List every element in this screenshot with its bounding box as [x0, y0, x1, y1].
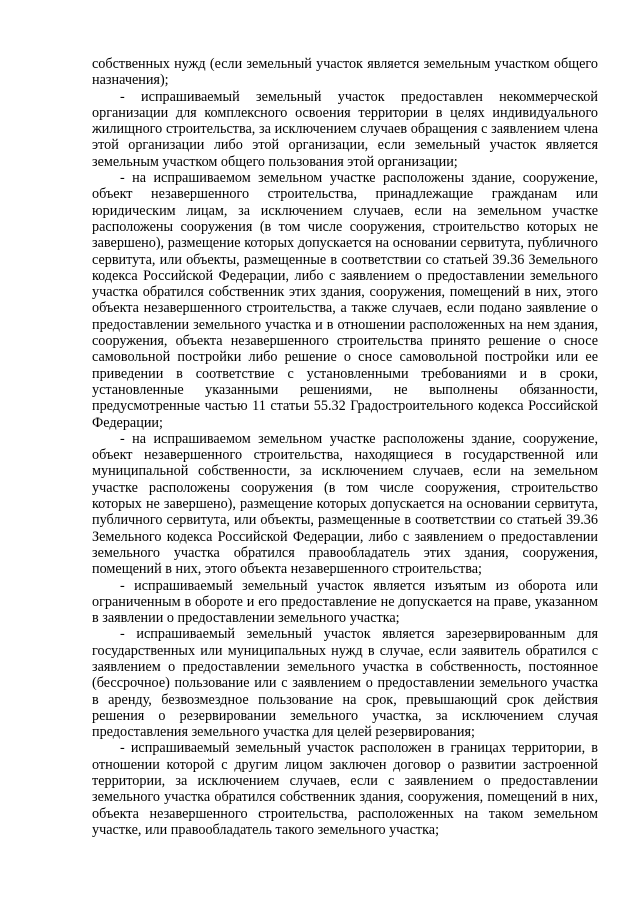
paragraph-reserved-land: - испрашиваемый земельный участок является зарезервированным для государственных или муниципальных нужд в случае, если заявитель обратился с заявлением о предоставлении земельного участка в собственность, постоянное (бессрочное) пользование или с заявлением о предоставлении земельного участка в аренду, безвозмездное пользование на срок, превышающий срок действия решения о резервировании земельного участка, за исключением случая предоставления земельного участка для целей резервирования;: [92, 626, 598, 741]
paragraph-development-agreement: - испрашиваемый земельный участок расположен в границах территории, в отношении которой с другим лицом заключен договор о развитии застроенной территории, за исключением случаев, если с заявлением о предоставлении земельного участка обратился собственник здания, сооружения, помещений в них, объекта незавершенного строительства, расположенных на таком земельном участке, или правообладатель такого земельного участка;: [92, 740, 598, 838]
paragraph-private-buildings: - на испрашиваемом земельном участке расположены здание, сооружение, объект незавершенного строительства, принадлежащие гражданам или юридическим лицам, за исключением случаев, если на земельном участке расположены сооружения (в том числе сооружения, строительство которых не завершено), размещение которых допускается на основании сервитута, публичного сервитута, или объекты, размещенные в соответствии со статьей 39.36 Земельного кодекса Российской Федерации, либо с заявлением о предоставлении земельного участка обратился собственник этих здания, сооружения, помещений в них, этого объекта незавершенного строительства, а также случаев, если подано заявление о предоставлении земельного участка и в отношении расположенных на нем здания, сооружения, объекта незавершенного строительства принято решение о сносе самовольной постройки либо решение о сносе самовольной постройки или ее приведении в соответствие с установленными требованиями и в сроки, установленные указанными решениями, не выполнены обязанности, предусмотренные частью 11 статьи 55.32 Градостроительного кодекса Российской Федерации;: [92, 170, 598, 431]
paragraph-noncommercial-organization: - испрашиваемый земельный участок предоставлен некоммерческой организации для комплексного освоения территории в целях индивидуального жилищного строительства, за исключением случаев обращения с заявлением члена этой организации либо этой организации, если земельный участок является земельным участком общего пользования этой организации;: [92, 88, 598, 170]
paragraph-withdrawn-from-circulation: - испрашиваемый земельный участок является изъятым из оборота или ограниченным в обороте и его предоставление не допускается на праве, указанном в заявлении о предоставлении земельного участка;: [92, 577, 598, 627]
paragraph-continuation: собственных нужд (если земельный участок является земельным участком общего назначения);: [92, 56, 598, 89]
paragraph-public-buildings: - на испрашиваемом земельном участке расположены здание, сооружение, объект незавершенного строительства, находящиеся в государственной или муниципальной собственности, за исключением случаев, если на земельном участке расположены сооружения (в том числе сооружения, строительство которых не завершено), размещение которых допускается на основании сервитута, публичного сервитута, или объекты, размещенные в соответствии со статьей 39.36 Земельного кодекса Российской Федерации, либо с заявлением о предоставлении земельного участка обратился правообладатель этих здания, сооружения, помещений в них, этого объекта незавершенного строительства;: [92, 430, 598, 578]
document-page: [92, 56, 598, 838]
